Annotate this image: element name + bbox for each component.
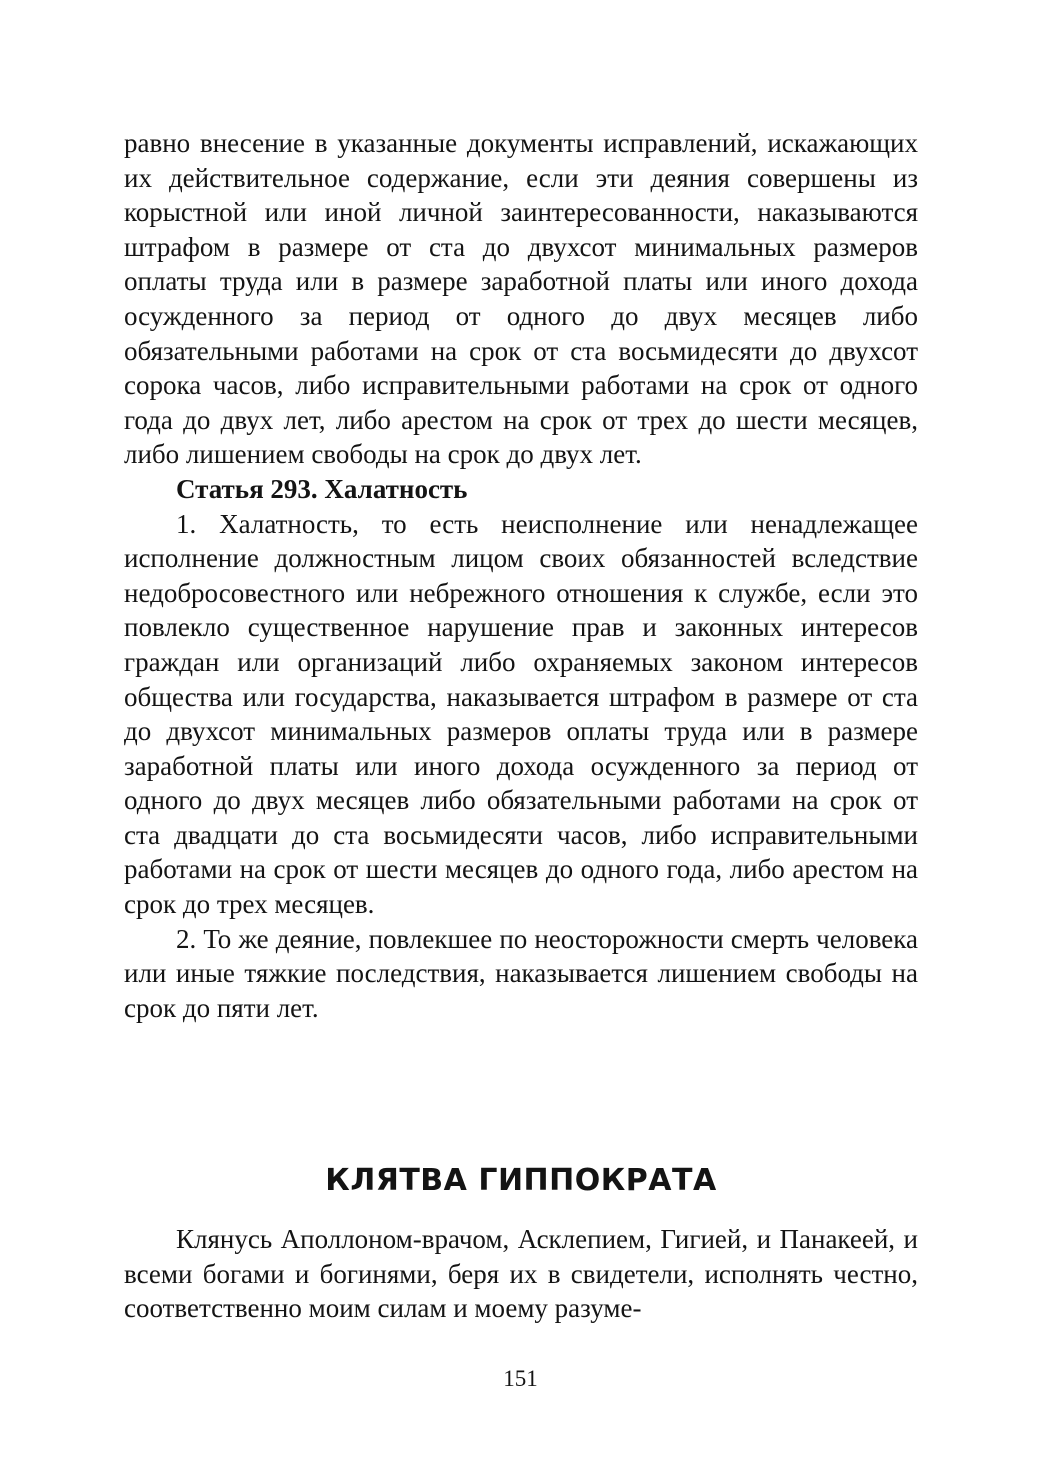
article-293-part-2: 2. То же деяние, повлекшее по неосторожности смерть человека или иные тяжкие последствия, наказывается лишением свободы на срок до пяти лет. <box>124 923 918 1023</box>
section-title: КЛЯТВА ГИППОКРАТА <box>325 1163 717 1199</box>
article-293-part-1: 1. Халатность, то есть неисполнение или ненадлежащее исполнение должностным лицом своих обязанностей вследствие недобросовестного или небрежного отношения к службе, если это повлекло существенное нарушение прав и законных интересов граждан или организаций либо охраняемых законом интересов общества или государства, наказывается штрафом в размере от ста до двухсот минимальных размеров оплаты труда или в размере заработной платы или иного дохода осужденного за период от одного до двух месяцев либо обязательными работами на срок от ста двадцати до ста восьмидесяти часов, либо исправительными работами на срок от шести месяцев до одного года, либо арестом на срок до трех месяцев. <box>124 508 918 920</box>
article-292-ending-paragraph: равно внесение в указанные документы исправлений, искажающих их действительное содержание, если эти деяния совершены из корыстной или иной личной заинтересованности, наказываются штрафом в размере от ста до двухсот минимальных размеров оплаты труда или в размере заработной платы или иного дохода осужденного за период от одного до двух месяцев либо обязательными работами на срок от ста восьмидесяти до двухсот сорока часов, либо исправительными работами на срок от одного года до двух лет, либо арестом на срок от трех до шести месяцев, либо лишением свободы на срок до двух лет. <box>124 128 918 470</box>
page-number: 151 <box>503 1366 538 1391</box>
oath-paragraph: Клянусь Аполлоном-врачом, Асклепием, Гигией, и Панакеей, и всеми богами и богинями, беря их в свидетели, исполнять честно, соответственно моим силам и моему разуме- <box>124 1224 918 1324</box>
page-body <box>124 126 918 1025</box>
article-293-heading: Статья 293. Халатность <box>176 473 468 504</box>
oath-body <box>124 1222 918 1326</box>
